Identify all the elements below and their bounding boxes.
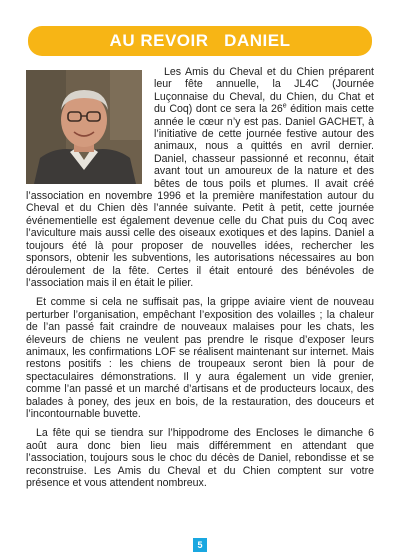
portrait-photo (26, 70, 142, 184)
paragraph-conclusion: La fête qui se tiendra sur l’hippodrome des Encloses le dimanche 6 août aura donc bien lieu mais différemment en attendant que l’association, toujours sous le choc du décès de Daniel, rebondisse et se reconstruise. Les Amis du Cheval et du Chien comptent sur votre présence et vous attendent nombreux. (26, 427, 374, 489)
title-banner (28, 26, 372, 56)
paragraph-organisation: Et comme si cela ne suffisait pas, la grippe aviaire vient de nouveau perturber l’organisation, empêchant l’exposition des volailles ; la chaleur de l’an passé fait craindre de nouveaux malaises pour les chats, les éleveurs de chiens ne veulent pas prendre le risque d’exposer leurs animaux, les confirmations LOF se réalisent maintenant sur internet. Mais restons positifs : les chiens de troupeaux seront bien là pour de spectaculaires démonstrations. Il y aura également un vide grenier, comme l’an passé et un marché d’artisans et de producteurs locaux, des balades à poney, des jeux en bois, de la restauration, des douceurs et l’incontournable buvette. (26, 296, 374, 420)
page-title: AU REVOIR DANIEL (109, 31, 291, 50)
article-body (26, 66, 374, 496)
page-number-badge: 5 (193, 538, 207, 552)
paragraph-intro: Les Amis du Cheval et du Chien préparent leur fête annuelle, la JL4C (Journée Luçonnaise du Cheval, du Chien, du Chat et du Coq) dont ce sera la 26e édition mais cette année le cœur n’y est pas. Daniel GACHET, à l’initiative de cette journée festive autour des animaux, nous a quittés en avril dernier. Daniel, chasseur passionné et reconnu, était avant tout un amoureux de la nature et des bêtes de tous poils et plumes. Il avait créé l’association en novembre 1996 et la première manifestation autour du Cheval et du Chien dès l’année suivante. Petit à petit, cette journée événementielle est également devenue celle du Chat puis du Coq avec l’aviculture mais aussi celle des oiseaux exotiques et des lapins. Daniel a toujours été là pour proposer de nouvelles idées, rechercher les sponsors, obtenir les subventions, les autorisations nécessaires au bon déroulement de la fête. Certes il était entouré des bénévoles de l’association mais il en était le pilier. (26, 66, 374, 289)
